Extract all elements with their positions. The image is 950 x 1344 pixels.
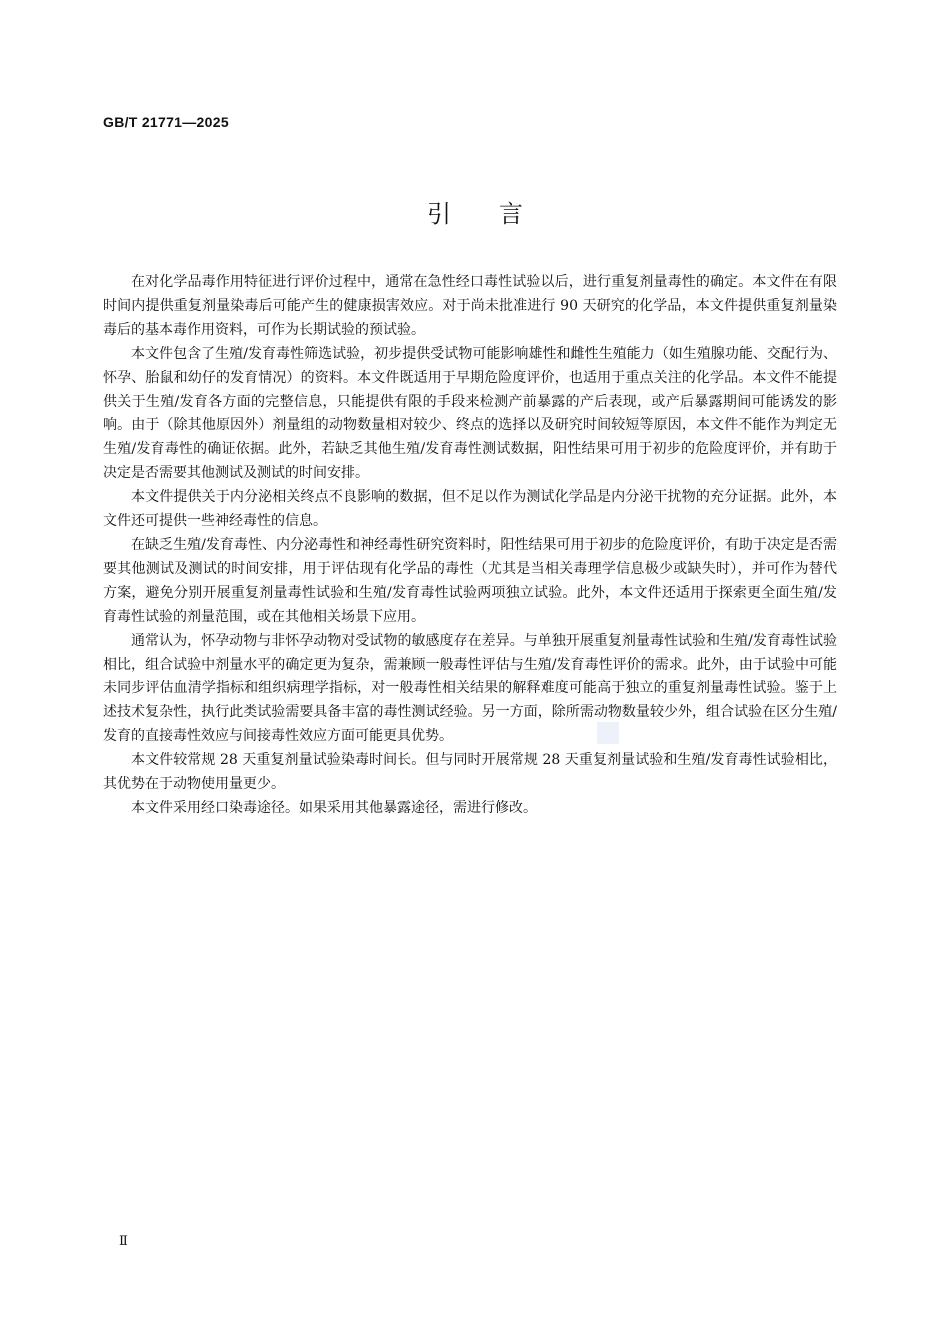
paragraph-5: 通常认为，怀孕动物与非怀孕动物对受试物的敏感度存在差异。与单独开展重复剂量毒性试验和生殖/发育毒性试验相比，组合试验中剂量水平的确定更为复杂，需兼顾一般毒性评估与生殖/发育毒性评价的需求。此外，由于试验中可能未同步评估血清学指标和组织病理学指标，对一般毒性相关结果的解释难度可能高于独立的重复剂量毒性试验。鉴于上述技术复杂性，执行此类试验需要具备丰富的毒性测试经验。另一方面，除所需动物数量较少外，组合试验在区分生殖/发育的直接毒性效应与间接毒性效应方面可能更具优势。 [103,632,837,745]
standard-code: GB/T 21771—2025 [103,114,229,130]
paragraph-1: 在对化学品毒作用特征进行评价过程中，通常在急性经口毒性试验以后，进行重复剂量毒性的确定。本文件在有限时间内提供重复剂量染毒后可能产生的健康损害效应。对于尚未批准进行 90 天研究的化学品，本文件提供重复剂量染毒后的基本毒作用资料，可作为长期试验的预试验。 [103,274,837,338]
paragraph-7: 本文件采用经口染毒途径。如果采用其他暴露途径，需进行修改。 [131,799,537,816]
scan-highlight-mark [597,722,619,744]
section-title: 引言 [427,200,571,228]
introduction-body [103,271,837,821]
page-number: Ⅱ [119,1234,128,1249]
paragraph-4: 在缺乏生殖/发育毒性、内分泌毒性和神经毒性研究资料时，阳性结果可用于初步的危险度评价，有助于决定是否需要其他测试及测试的时间安排，用于评估现有化学品的毒性（尤其是当相关毒理学信息极少或缺失时），并可作为替代方案，避免分别开展重复剂量毒性试验和生殖/发育毒性试验两项独立试验。此外，本文件还适用于探索更全面生殖/发育毒性试验的剂量范围，或在其他相关场景下应用。 [103,536,837,625]
paragraph-3: 本文件提供关于内分泌相关终点不良影响的数据，但不足以作为测试化学品是内分泌干扰物的充分证据。此外，本文件还可提供一些神经毒性的信息。 [103,489,837,530]
paragraph-6: 本文件较常规 28 天重复剂量试验染毒时间长。但与同时开展常规 28 天重复剂量试验和生殖/发育毒性试验相比，其优势在于动物使用量更少。 [103,752,837,793]
paragraph-2: 本文件包含了生殖/发育毒性筛选试验，初步提供受试物可能影响雄性和雌性生殖能力（如生殖腺功能、交配行为、怀孕、胎鼠和幼仔的发育情况）的资料。本文件既适用于早期危险度评价，也适用于重点关注的化学品。本文件不能提供关于生殖/发育各方面的完整信息，只能提供有限的手段来检测产前暴露的产后表现，或产后暴露期间可能诱发的影响。由于（除其他原因外）剂量组的动物数量相对较少、终点的选择以及研究时间较短等原因，本文件不能作为判定无生殖/发育毒性的确证依据。此外，若缺乏其他生殖/发育毒性测试数据，阳性结果可用于初步的危险度评价，并有助于决定是否需要其他测试及测试的时间安排。 [103,345,837,482]
